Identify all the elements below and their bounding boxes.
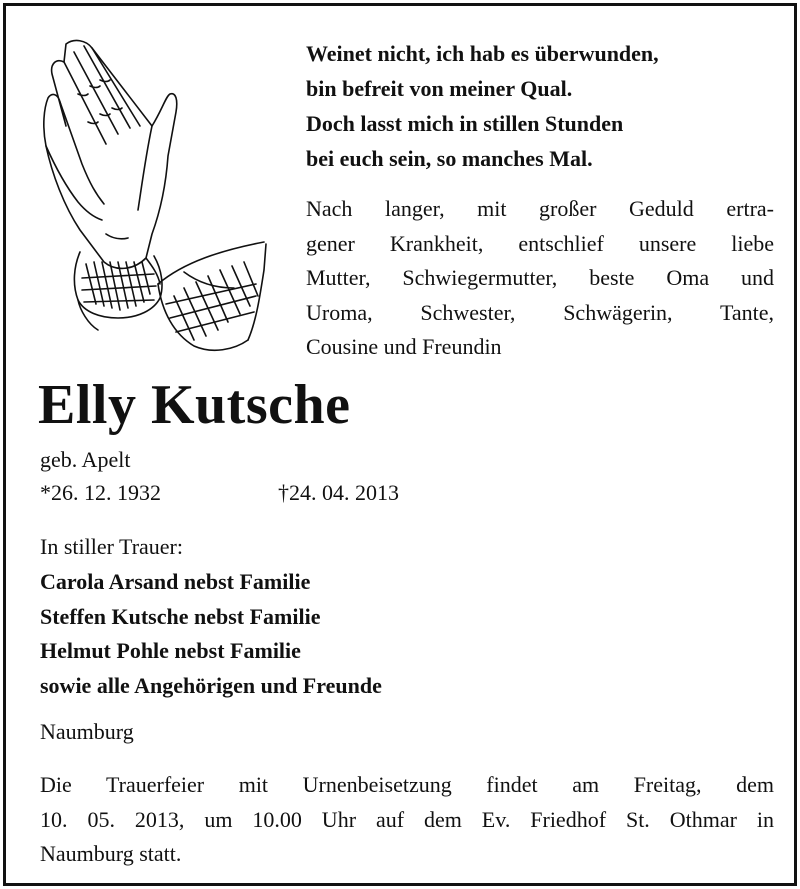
poem-line: bin befreit von meiner Qual. xyxy=(306,76,573,101)
mourners-list xyxy=(40,565,382,703)
mourning-label: In stiller Trauer: xyxy=(40,534,183,559)
mourner-name: sowie alle Angehörigen und Freunde xyxy=(40,672,382,698)
mourner-name: Carola Arsand nebst Familie xyxy=(40,569,311,594)
service-line: Naumburg statt. xyxy=(40,841,182,866)
praying-hands-icon xyxy=(34,34,274,356)
poem-line: bei euch sein, so manches Mal. xyxy=(306,146,593,171)
intro-line: Nach langer, mit großer Geduld ertra- xyxy=(306,196,774,221)
poem-line: Weinet nicht, ich hab es überwunden, xyxy=(306,41,659,66)
intro-line: Mutter, Schwiegermutter, beste Oma und xyxy=(306,265,774,290)
intro-line: gener Krankheit, entschlief unsere liebe xyxy=(306,230,774,256)
mourner-name: Steffen Kutsche nebst Familie xyxy=(40,603,321,629)
service-info xyxy=(40,768,774,872)
birth-name: geb. Apelt xyxy=(40,447,131,472)
poem-line: Doch lasst mich in stillen Stunden xyxy=(306,111,624,136)
obituary-notice xyxy=(3,3,797,886)
service-line: Die Trauerfeier mit Urnenbeisetzung findet am Freitag, dem xyxy=(40,772,774,797)
intro-text xyxy=(306,192,774,365)
death-date: †24. 04. 2013 xyxy=(278,480,399,505)
intro-line: Cousine und Freundin xyxy=(306,334,502,359)
intro-line: Uroma, Schwester, Schwägerin, Tante, xyxy=(306,299,774,325)
deceased-name: Elly Kutsche xyxy=(38,374,351,436)
place-name: Naumburg xyxy=(40,719,134,744)
service-line: 10. 05. 2013, um 10.00 Uhr auf dem Ev. Friedhof St. Othmar in xyxy=(40,806,774,832)
mourner-name: Helmut Pohle nebst Familie xyxy=(40,638,301,663)
birth-date: *26. 12. 1932 xyxy=(40,480,161,505)
memorial-poem xyxy=(306,36,776,176)
